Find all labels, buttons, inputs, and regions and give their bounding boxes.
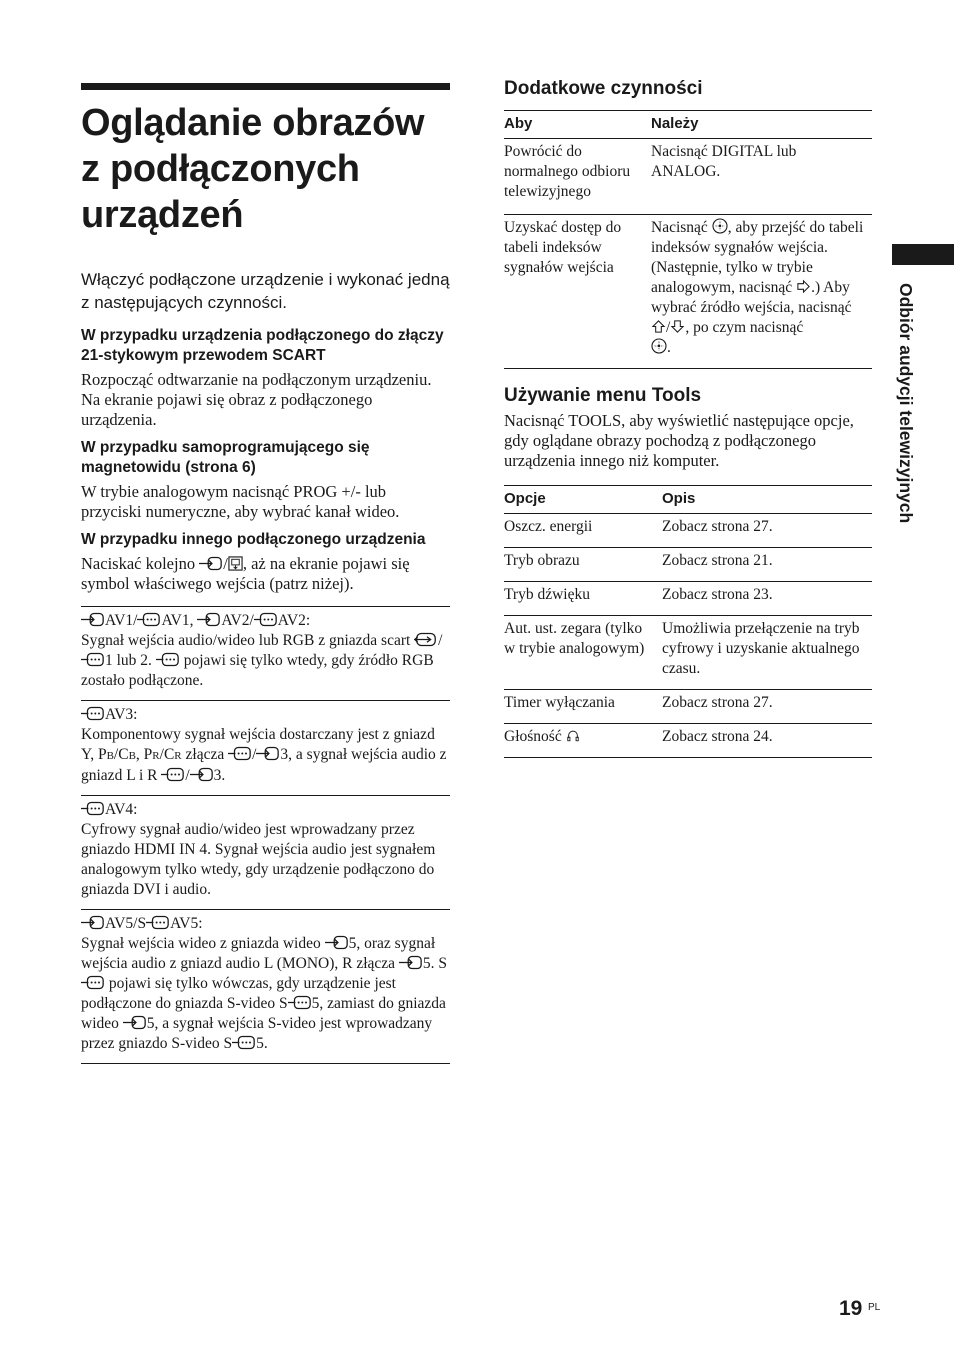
extra-operations-table: [504, 110, 872, 369]
table-cell: Umożliwia przełączenie na tryb cyfrowy i uzyskanie aktualnego czasu.: [662, 616, 872, 690]
table-cell: Zobacz strona 23.: [662, 582, 872, 616]
up-arrow-outline-icon: [651, 319, 666, 334]
av-input-row: [81, 796, 450, 910]
av-desc-text: Sygnał wejścia wideo z gniazda wideo: [81, 935, 325, 952]
input-dots-icon: [254, 612, 278, 627]
input-arrow-icon: [325, 935, 349, 950]
av-input-label: [81, 800, 450, 820]
table-row: [504, 514, 872, 548]
table-row: [504, 616, 872, 690]
av-desc-text: /: [185, 767, 190, 784]
av-label-text: AV2:: [277, 612, 311, 629]
right-arrow-outline-icon: [796, 279, 811, 294]
input-arrow-icon: [256, 746, 280, 761]
av-label-text: AV1/: [105, 612, 138, 629]
av-desc-text: /C: [113, 746, 129, 763]
column-header: Opcje: [504, 486, 662, 514]
right-column: [504, 76, 872, 758]
av-desc-text: 5, zamiast do gniazda wideo: [81, 995, 446, 1032]
enter-circle-icon: [712, 218, 728, 234]
table-row: [504, 548, 872, 582]
av-input-label: [81, 914, 450, 934]
intro-text: Włączyć podłączone urządzenie i wykonać jedną z następujących czynności.: [81, 270, 450, 312]
table-row: [504, 215, 872, 369]
table-cell: Zobacz strona 24.: [662, 724, 872, 758]
av-label-text: AV4:: [105, 801, 138, 818]
left-column: [81, 83, 450, 1064]
enter-circle-icon: [651, 338, 667, 354]
av-desc-text: 5, a sygnał wejścia S-video jest wprowadzany przez gniazdo S-video S: [81, 1015, 433, 1052]
input-dots-icon: [288, 995, 312, 1010]
cell-text: , aby przejść do tabeli indeksów sygnałów wejścia. (Następnie, tylko w trybie analogowym, nacisnąć: [651, 219, 864, 296]
down-arrow-outline-icon: [670, 319, 685, 334]
av-desc-text: 1 lub 2.: [105, 652, 152, 669]
input-dots-icon: [161, 767, 185, 782]
title-line: Oglądanie obrazów: [81, 102, 425, 144]
page-language: PL: [868, 1302, 881, 1313]
av-label-text: AV3:: [105, 706, 138, 723]
av-desc-text: 5, oraz sygnał wejścia audio z gniazd audio L (MONO), R złącza: [81, 935, 436, 972]
av-desc-text: złącza: [181, 746, 229, 763]
tv-input-button-icon: [228, 556, 243, 571]
body-text: Naciskać kolejno: [81, 554, 196, 573]
av-desc-text: 5. S: [422, 955, 448, 972]
av-input-row: [81, 607, 450, 701]
input-dots-icon: [81, 652, 105, 667]
av-desc-text: 3.: [213, 767, 226, 784]
av-desc-text: Sygnał wejścia audio/wideo lub RGB z gniazda scart: [81, 632, 411, 649]
av-desc-text: 5.: [256, 1035, 268, 1052]
title-line: urządzeń: [81, 194, 244, 236]
input-arrow-icon: [81, 915, 105, 930]
av-input-description: [81, 934, 450, 1054]
table-cell: [651, 215, 872, 369]
av-desc-text: /: [252, 746, 257, 763]
input-dots-icon: [137, 612, 161, 627]
cell-text: .) Aby wybrać źródło wejścia, nacisnąć: [651, 279, 852, 316]
table-cell: Zobacz strona 21.: [662, 548, 872, 582]
cell-text: .: [667, 339, 671, 356]
input-dots-icon: [81, 975, 105, 990]
column-header: Aby: [504, 111, 651, 139]
page-title: [81, 100, 450, 238]
input-arrow-icon: [123, 1015, 147, 1030]
av-input-description: Cyfrowy sygnał audio/wideo jest wprowadzany przez gniazdo HDMI IN 4. Sygnał wejścia audio jest sygnałem analogowym tylko wtedy, gdy urządzenie podłączono do gniazda DVI i audio.: [81, 821, 436, 898]
av-input-row: [81, 701, 450, 796]
section-body: [81, 482, 450, 522]
av-desc-text: pojawi się tylko wtedy, gdy źródło RGB zostało podłączone.: [81, 652, 434, 689]
av-desc-text: B: [106, 750, 114, 762]
table-cell: [504, 724, 662, 758]
section-body: [81, 370, 450, 430]
body-line: Na ekranie pojawi się obraz z podłączonego urządzenia.: [81, 390, 373, 429]
headphones-icon: [566, 728, 580, 743]
section-heading: W przypadku innego podłączonego urządzenia: [81, 531, 426, 548]
table-row: [504, 690, 872, 724]
table-cell: Tryb dźwięku: [504, 582, 662, 616]
input-dots-icon: [81, 801, 105, 816]
extra-operations-heading: Dodatkowe czynności: [504, 78, 703, 99]
input-arrow-icon: [190, 767, 214, 782]
table-cell: Oszcz. energii: [504, 514, 662, 548]
table-row: [504, 724, 872, 758]
cell-text: , po czym nacisnąć: [685, 319, 804, 336]
title-rule: [81, 83, 450, 90]
table-header-row: [504, 111, 872, 139]
table-cell: Powrócić do normalnego odbioru telewizyjnego: [504, 139, 651, 215]
av-label-text: AV5/S: [105, 915, 147, 932]
av-desc-text: /: [438, 632, 443, 649]
table-cell: Zobacz strona 27.: [662, 514, 872, 548]
table-cell: Timer wyłączania: [504, 690, 662, 724]
cell-text: Nacisnąć: [651, 219, 712, 236]
input-dots-icon: [146, 915, 170, 930]
section-heading: W przypadku urządzenia podłączonego do złączy 21-stykowym przewodem SCART: [81, 327, 444, 364]
input-dots-icon: [228, 746, 252, 761]
table-cell: Nacisnąć DIGITAL lub ANALOG.: [651, 139, 872, 215]
column-header: Opis: [662, 486, 872, 514]
body-line: Rozpocząć odtwarzanie na podłączonym urządzeniu.: [81, 370, 432, 389]
av-inputs-table: [81, 606, 450, 1064]
tools-heading: Używanie menu Tools: [504, 385, 702, 406]
tools-table: [504, 485, 872, 758]
chapter-label-text: Odbiór audycji telewizyjnych: [896, 283, 916, 524]
input-dots-icon: [232, 1035, 256, 1050]
av-input-description: [81, 725, 450, 786]
av-label-text: AV5:: [170, 915, 203, 932]
av-input-description: [81, 631, 450, 691]
av-input-label: [81, 705, 450, 725]
body-text: , aż na ekranie pojawi się symbol właściwego wejścia (patrz niżej).: [81, 554, 410, 593]
av-desc-text: R: [174, 750, 182, 762]
chapter-label: [894, 283, 918, 583]
body-line: W trybie analogowym nacisnąć PROG +/- lub przyciski numeryczne, aby wybrać kanał wideo.: [81, 482, 400, 521]
tools-intro: Nacisnąć TOOLS, aby wyświetlić następujące opcje, gdy oglądane obrazy pochodzą z podłączonego urządzenia innego niż komputer.: [504, 411, 854, 470]
cell-text: /: [666, 319, 671, 336]
table-cell: Aut. ust. zegara (tylko w trybie analogowym): [504, 616, 662, 690]
av-desc-text: /C: [159, 746, 175, 763]
table-row: [504, 582, 872, 616]
input-arrow-icon: [399, 955, 423, 970]
input-bidirectional-icon: [414, 632, 438, 647]
av-desc-text: R: [152, 750, 160, 762]
table-row: [504, 139, 872, 215]
table-cell: Tryb obrazu: [504, 548, 662, 582]
av-desc-text: Komponentowy sygnał wejścia dostarczany jest z gniazd Y, P: [81, 726, 435, 763]
av-label-text: AV2/: [221, 612, 254, 629]
av-desc-text: , P: [135, 746, 153, 763]
table-cell: Zobacz strona 27.: [662, 690, 872, 724]
table-cell: Uzyskać dostęp do tabeli indeksów sygnałów wejścia: [504, 215, 651, 369]
table-header-row: [504, 486, 872, 514]
av-desc-text: B: [128, 750, 136, 762]
av-label-text: AV1,: [161, 612, 198, 629]
input-arrow-icon: [197, 612, 221, 627]
input-dots-icon: [156, 652, 180, 667]
section-heading: W przypadku samoprogramującego się magnetowidu (strona 6): [81, 439, 370, 476]
av-desc-text: 3, a sygnał wejścia audio z gniazd L i R: [81, 746, 447, 784]
cell-text: Głośność: [504, 728, 562, 745]
av-desc-text: pojawi się tylko wówczas, gdy urządzenie jest podłączone do gniazda S-video S: [81, 975, 396, 1012]
title-line: z podłączonych: [81, 148, 360, 190]
av-input-label: [81, 611, 450, 631]
column-header: Należy: [651, 111, 872, 139]
input-dots-icon: [81, 706, 105, 721]
page-number: 19: [839, 1297, 863, 1320]
input-arrow-icon: [81, 612, 105, 627]
input-arrow-icon: [199, 556, 223, 571]
chapter-tab: [892, 244, 954, 265]
av-input-row: [81, 910, 450, 1064]
section-body: Naciskać kolejno / , aż na ekranie pojawi się symbol właściwego wejścia (patrz niżej).: [81, 554, 410, 593]
